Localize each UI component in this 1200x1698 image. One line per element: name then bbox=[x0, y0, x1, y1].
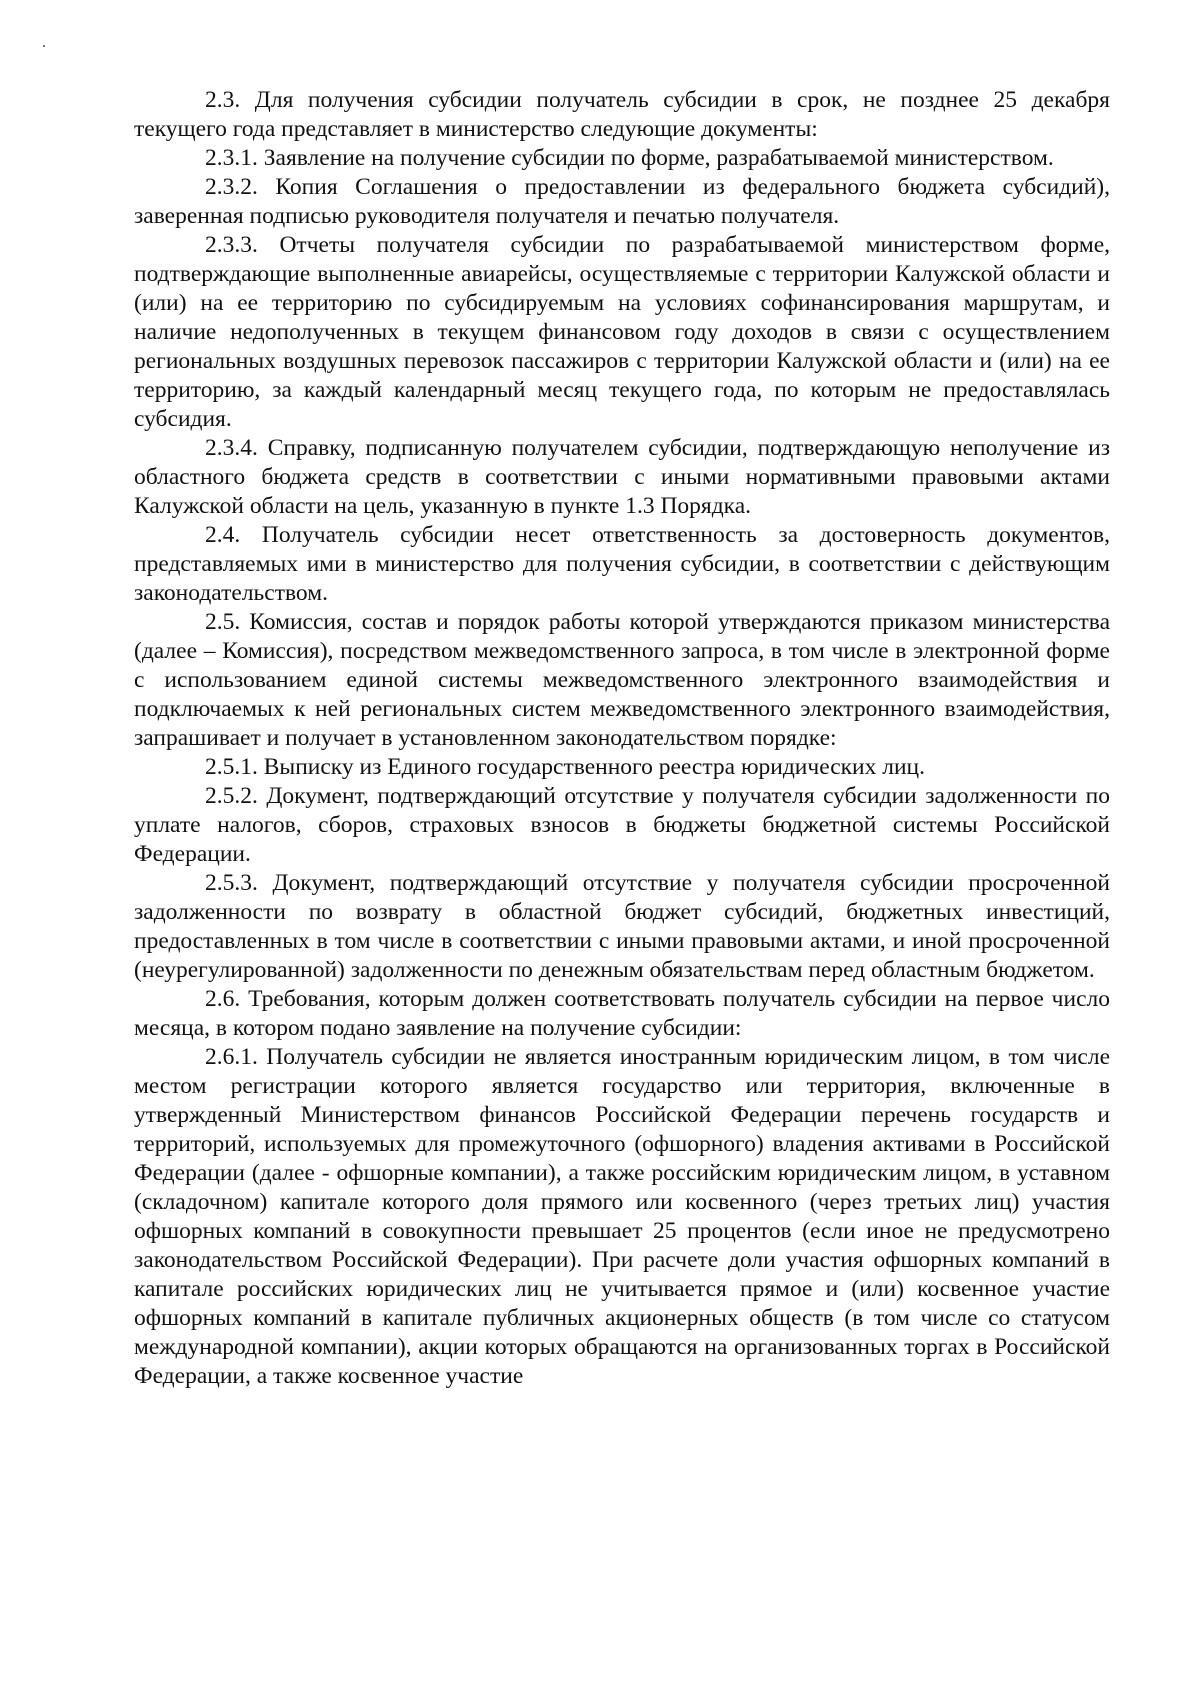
paragraph-2-3-3: 2.3.3. Отчеты получателя субсидии по разрабатываемой министерством форме, подтверждающие выполненные авиарейсы, осуществляемые с территории Калужской области и (или) на ее территорию по субсидируемым на условиях софинансирования маршрутам, и наличие недополученных в текущем финансовом году доходов в связи с осуществлением региональных воздушных перевозок пассажиров с территории Калужской области и (или) на ее территорию, за каждый календарный месяц текущего года, по которым не предоставлялась субсидия. bbox=[134, 232, 1110, 432]
paragraph-2-5: 2.5. Комиссия, состав и порядок работы которой утверждаются приказом министерства (далее – Комиссия), посредством межведомственного запроса, в том числе в электронной форме с использованием единой системы межведомственного электронного взаимодействия и подключаемых к ней региональных систем межведомственного электронного взаимодействия, запрашивает и получает в установленном законодательством порядке: bbox=[134, 609, 1110, 751]
paragraph-2-3-1: 2.3.1. Заявление на получение субсидии по форме, разрабатываемой министерством. bbox=[205, 145, 1054, 171]
paragraph-2-5-2: 2.5.2. Документ, подтверждающий отсутствие у получателя субсидии задолженности по уплате налогов, сборов, страховых взносов в бюджеты бюджетной системы Российской Федерации. bbox=[134, 783, 1110, 867]
paragraph-2-6: 2.6. Требования, которым должен соответствовать получатель субсидии на первое число месяца, в котором подано заявление на получение субсидии: bbox=[134, 986, 1110, 1041]
paragraph-2-3-4: 2.3.4. Справку, подписанную получателем субсидии, подтверждающую неполучение из областного бюджета средств в соответствии с иными нормативными правовыми актами Калужской области на цель, указанную в пункте 1.3 Порядка. bbox=[134, 435, 1110, 519]
paragraph-2-5-1: 2.5.1. Выписку из Единого государственного реестра юридических лиц. bbox=[205, 754, 926, 780]
paragraph-2-3: 2.3. Для получения субсидии получатель субсидии в срок, не позднее 25 декабря текущего года представляет в министерство следующие документы: bbox=[134, 87, 1110, 142]
paragraph-2-6-1: 2.6.1. Получатель субсидии не является иностранным юридическим лицом, в том числе местом регистрации которого является государство или территория, включенные в утвержденный Министерством финансов Российской Федерации перечень государств и территорий, используемых для промежуточного (офшорного) владения активами в Российской Федерации (далее - офшорные компании), а также российским юридическим лицом, в уставном (складочном) капитале которого доля прямого или косвенного (через третьих лиц) участия офшорных компаний в совокупности превышает 25 процентов (если иное не предусмотрено законодательством Российской Федерации). При расчете доли участия офшорных компаний в капитале российских юридических лиц не учитывается прямое и (или) косвенное участие офшорных компаний в капитале публичных акционерных обществ (в том числе со статусом международной компании), акции которых обращаются на организованных торгах в Российской Федерации, а также косвенное участие bbox=[134, 1044, 1110, 1389]
paragraph-2-4: 2.4. Получатель субсидии несет ответственность за достоверность документов, представляемых ими в министерство для получения субсидии, в соответствии с действующим законодательством. bbox=[134, 522, 1110, 606]
document-page bbox=[134, 86, 1110, 1391]
paragraph-2-5-3: 2.5.3. Документ, подтверждающий отсутствие у получателя субсидии просроченной задолженности по возврату в областной бюджет субсидий, бюджетных инвестиций, предоставленных в том числе в соответствии с иными правовыми актами, и иной просроченной (неурегулированной) задолженности по денежным обязательствам перед областным бюджетом. bbox=[134, 870, 1110, 983]
paragraph-2-3-2: 2.3.2. Копия Соглашения о предоставлении из федерального бюджета субсидий), заверенная подписью руководителя получателя и печатью получателя. bbox=[134, 174, 1110, 229]
scan-speck bbox=[43, 45, 45, 47]
